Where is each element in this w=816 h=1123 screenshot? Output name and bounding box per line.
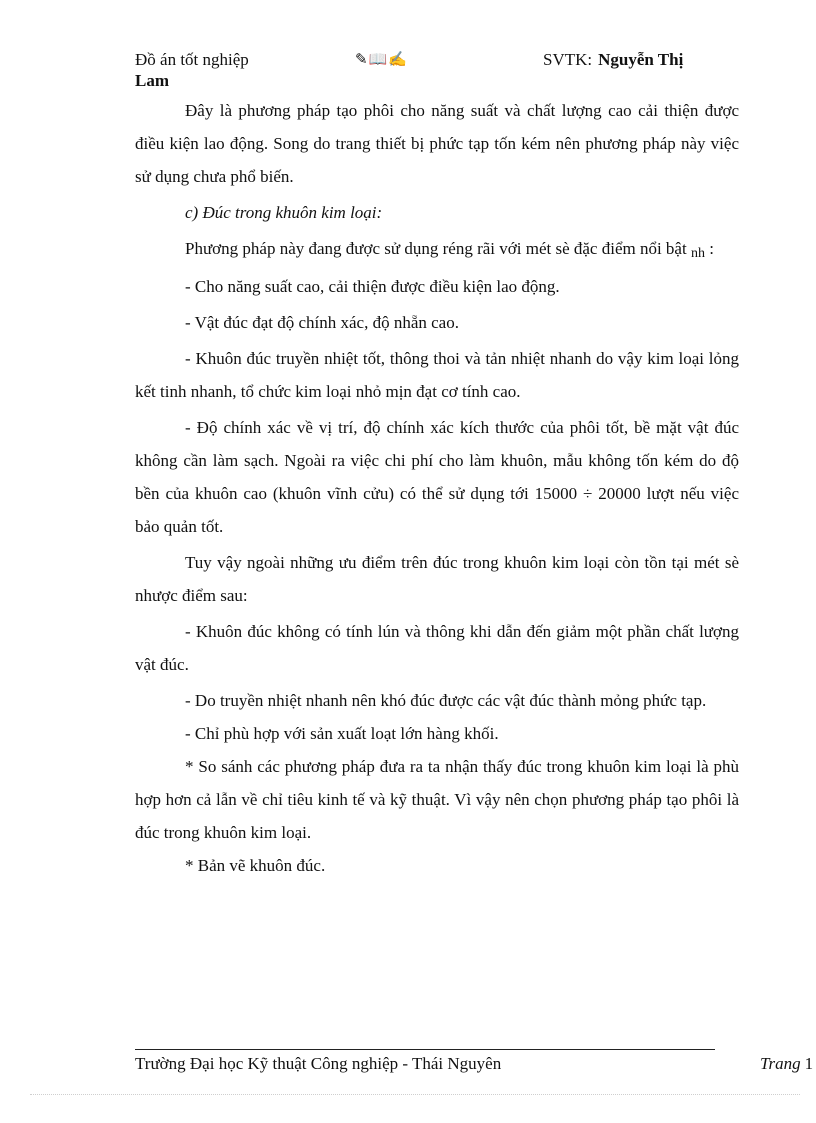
footer-page (760, 1054, 813, 1074)
page-bottom-border (30, 1094, 800, 1095)
footer-page-label: Trang (760, 1054, 801, 1073)
footer-school: Trường Đại học Kỹ thuật Công nghiệp - Thái Nguyên (135, 1054, 502, 1073)
paragraph-disadvantages-intro: Tuy vậy ngoài những ưu điểm trên đúc trong khuôn kim loại còn tồn tại mét sè nhược điểm sau: (135, 553, 739, 605)
header-author-name-wrap: Lam (135, 71, 169, 90)
bullet-mold-venting: - Khuôn đúc không có tính lún và thông khi dẫn đến giảm một phần chất lượng vật đúc. (135, 622, 739, 674)
document-body (135, 94, 739, 882)
bullet-precision: - Độ chính xác về vị trí, độ chính xác kích thước của phôi tốt, bề mặt vật đúc không cần làm sạch. Ngoài ra việc chi phí cho làm khuôn, mẫu không tốn kém do độ bền của khuôn cao (khuôn vĩnh cửu) có thể sử dụng tới 15000 ÷ 20000 lượt nếu việc bảo quản tốt. (135, 418, 739, 536)
footer-rule (135, 1049, 715, 1050)
bullet-thin-walls: - Do truyền nhiệt nhanh nên khó đúc được các vật đúc thành mỏng phức tạp. (185, 691, 707, 710)
bullet-productivity: - Cho năng suất cao, cải thiện được điều kiện lao động. (185, 277, 560, 296)
features-intro-colon: : (709, 239, 714, 258)
paragraph-features-intro (135, 232, 739, 267)
footer-page-number: 1 (804, 1054, 814, 1073)
paragraph-intro: Đây là phương pháp tạo phôi cho năng suất và chất lượng cao cải thiện được điều kiện lao động. Song do trang thiết bị phức tạp tốn kém nên phương pháp này việc sử dụng chưa phổ biến. (135, 101, 739, 186)
paragraph-drawing-note: * Bản vẽ khuôn đúc. (185, 856, 326, 875)
header-book-ornament: ✎📖✍ (355, 52, 408, 68)
features-intro-text: Phương pháp này đang được sử dụng réng rãi với mét sè đặc điểm nổi bật (185, 239, 687, 258)
header-author-label: SVTK: (543, 50, 593, 69)
bullet-heat-transfer: - Khuôn đúc truyền nhiệt tốt, thông thoi và tản nhiệt nhanh do vậy kim loại lỏng kết tinh nhanh, tổ chức kim loại nhỏ mịn đạt cơ tính cao. (135, 349, 739, 401)
bullet-accuracy: - Vật đúc đạt độ chính xác, độ nhẵn cao. (185, 313, 459, 332)
bullet-mass-production: - Chỉ phù hợp với sản xuất loạt lớn hàng khối. (185, 724, 499, 743)
header-author-name: Nguyễn Thị (598, 50, 684, 69)
features-intro-sub: nh (690, 246, 705, 261)
section-heading: c) Đúc trong khuôn kim loại: (185, 203, 383, 222)
header-author (543, 50, 683, 70)
paragraph-conclusion: * So sánh các phương pháp đưa ra ta nhận thấy đúc trong khuôn kim loại là phù hợp hơn cả lẫn về chỉ tiêu kinh tế và kỹ thuật. Vì vậy nên chọn phương pháp tạo phôi là đúc trong khuôn kim loại. (135, 757, 739, 842)
header-title: Đồ án tốt nghiệp (135, 50, 249, 69)
